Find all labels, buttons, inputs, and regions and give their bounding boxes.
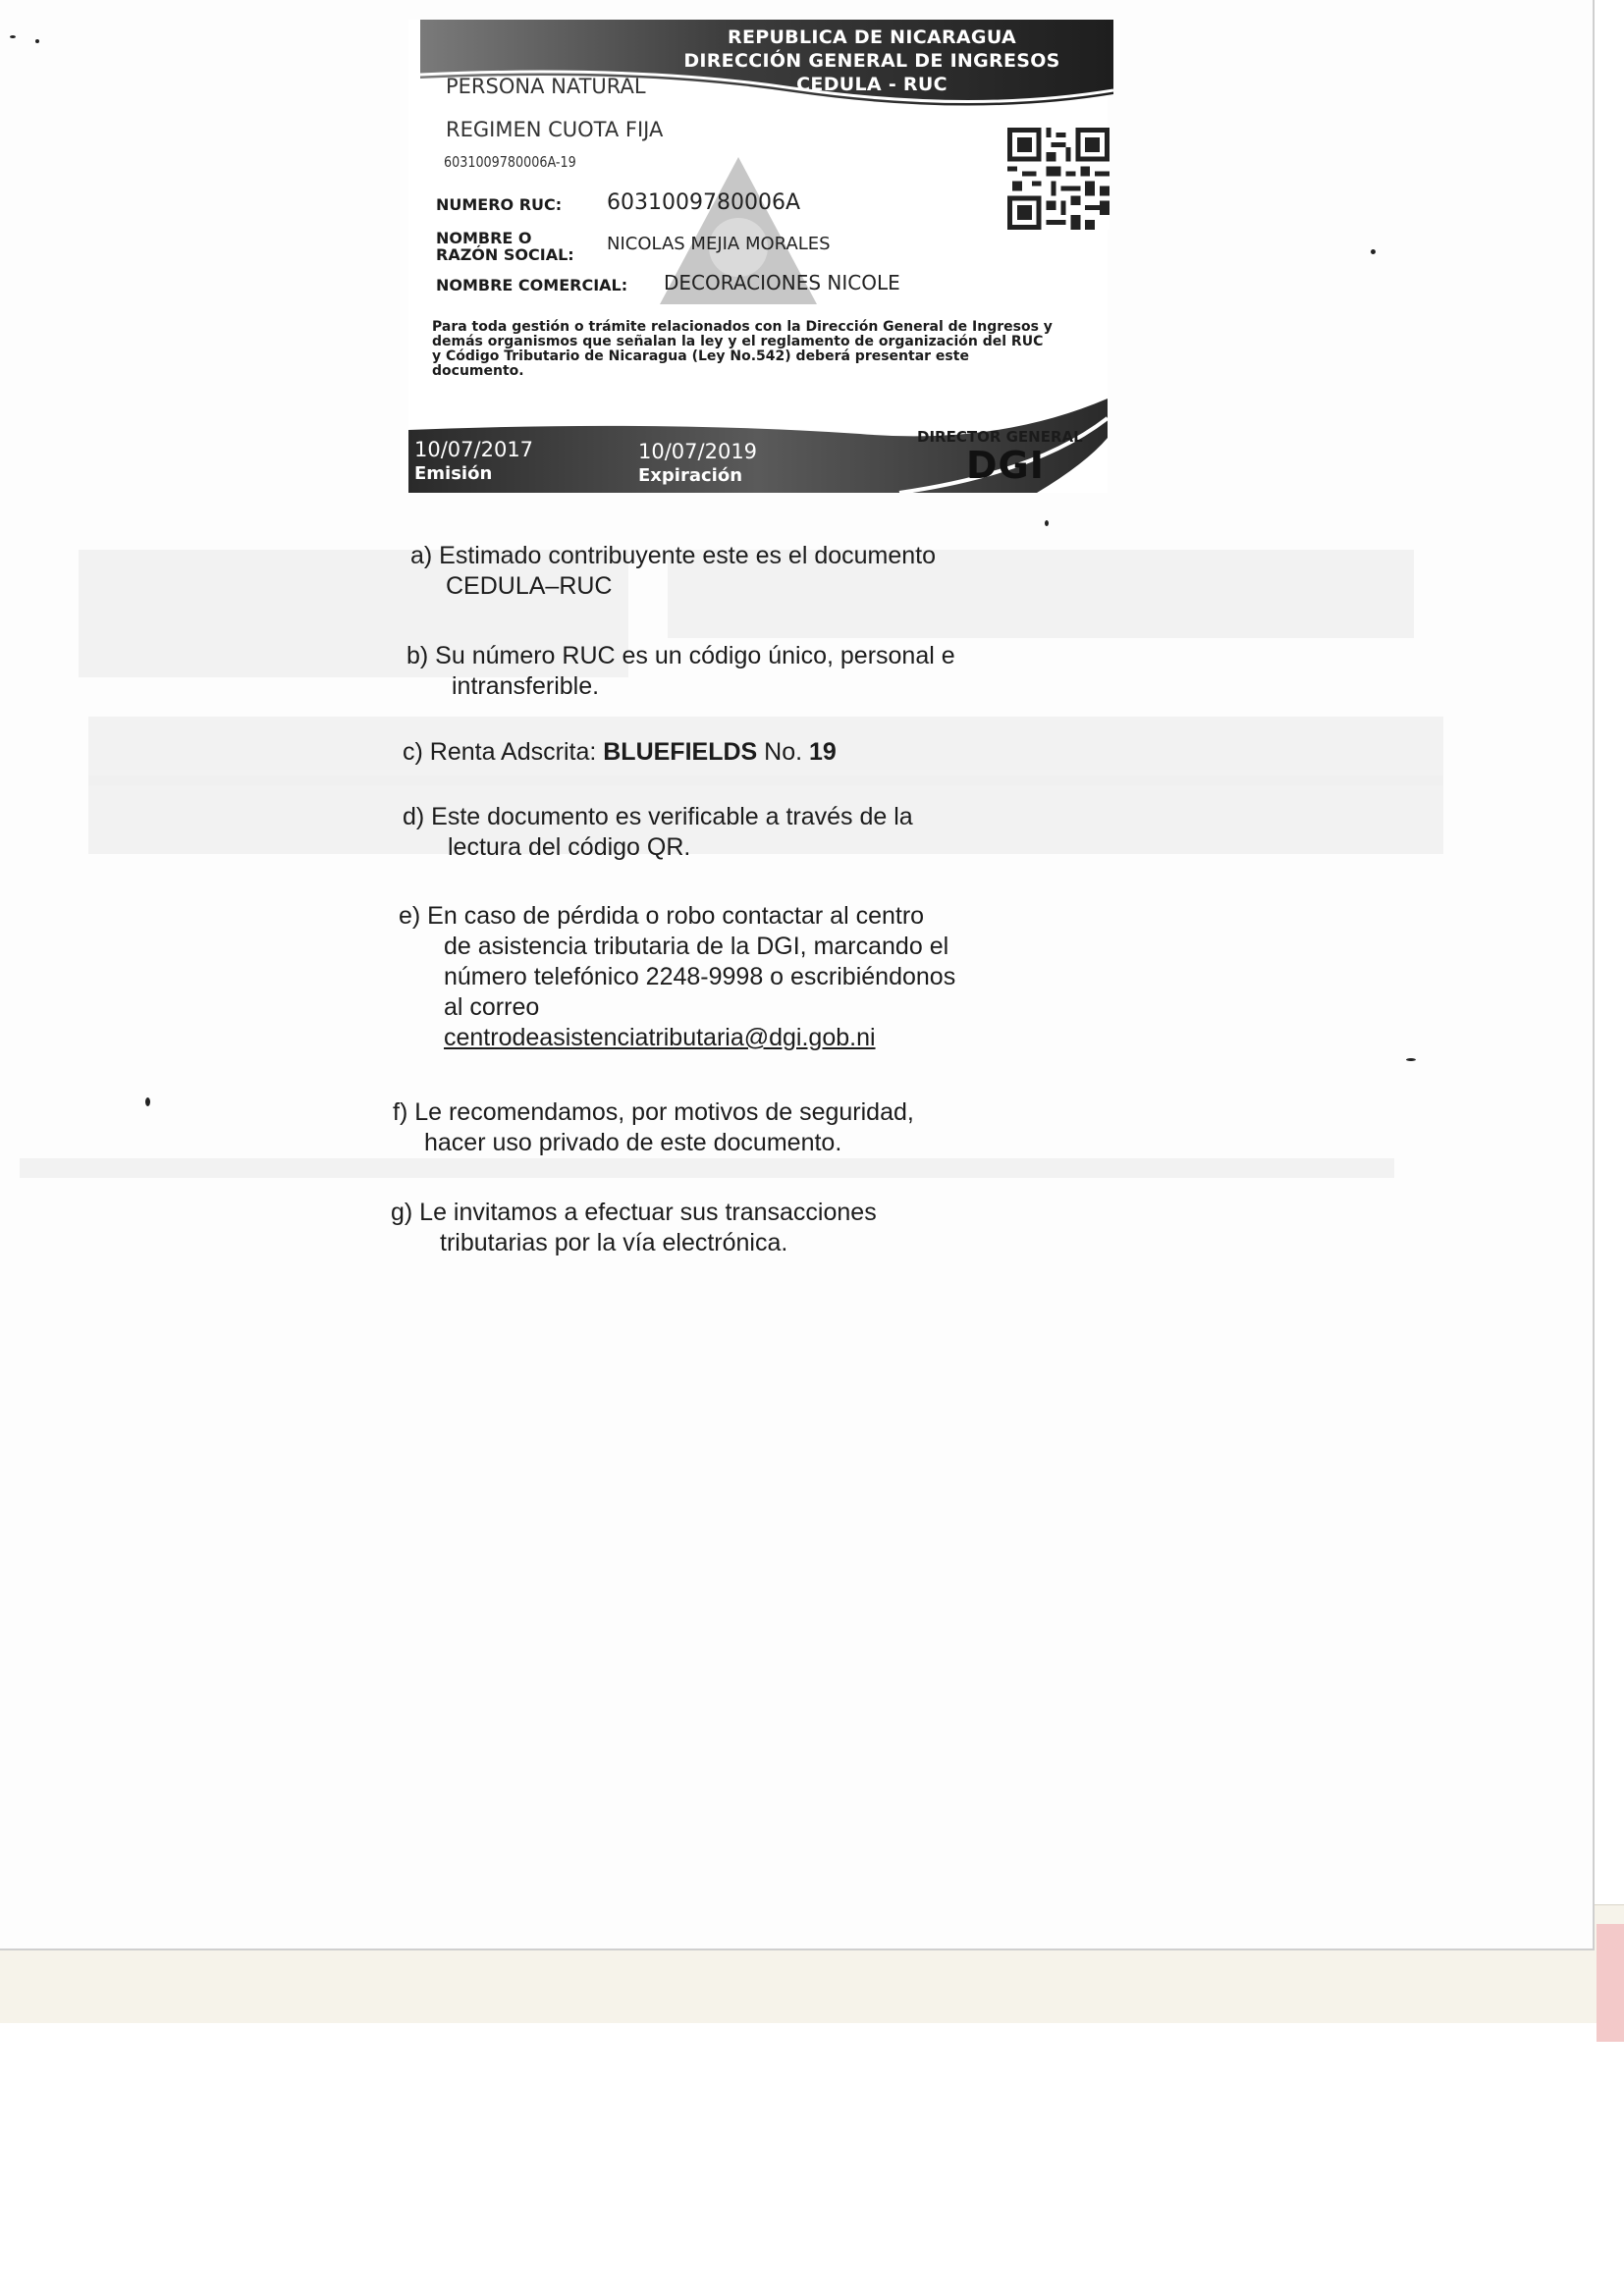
item-c-prefix: c) Renta Adscrita:	[403, 738, 604, 766]
comercial-value: DECORACIONES NICOLE	[664, 271, 900, 294]
persona-type: PERSONA NATURAL	[446, 75, 646, 98]
scan-speck	[1371, 249, 1376, 254]
list-item-c	[403, 737, 837, 768]
pink-sheet-edge	[1597, 1924, 1624, 2042]
list-item-g	[391, 1198, 877, 1258]
qr-code-icon	[1007, 128, 1110, 230]
item-e-line3: número telefónico 2248-9998 o escribiéndonos	[444, 963, 956, 990]
cedula-ruc-card	[408, 20, 1108, 493]
support-email-link[interactable]: centrodeasistenciatributaria@dgi.gob.ni	[444, 1024, 876, 1051]
scan-speck	[1406, 1058, 1416, 1061]
nombre-label: NOMBRE O RAZÓN SOCIAL:	[436, 229, 574, 264]
card-footer-text	[408, 395, 1108, 493]
list-item-e	[399, 901, 955, 1053]
item-g-line1: g) Le invitamos a efectuar sus transacciones	[391, 1199, 877, 1226]
header-country: REPUBLICA DE NICARAGUA	[728, 27, 1016, 48]
item-d-line1: d) Este documento es verificable a través de la	[403, 803, 913, 830]
item-c-city: BLUEFIELDS	[603, 738, 758, 766]
scan-speck	[35, 39, 39, 43]
scan-speck	[10, 35, 16, 38]
scan-speck	[145, 1097, 150, 1106]
emision-date: 10/07/2017	[414, 438, 534, 461]
director-label: DIRECTOR GENERAL	[917, 428, 1083, 446]
card-header-text	[636, 26, 1108, 96]
nombre-value: NICOLAS MEJIA MORALES	[607, 234, 831, 254]
emision-block	[414, 438, 533, 484]
item-g-line2: tributarias por la vía electrónica.	[440, 1229, 788, 1256]
item-b-line1: b) Su número RUC es un código único, personal e	[406, 642, 955, 669]
list-item-b	[406, 641, 955, 702]
item-d-line2: lectura del código QR.	[448, 833, 691, 861]
comercial-label: NOMBRE COMERCIAL:	[436, 276, 628, 294]
ruc-label: NUMERO RUC:	[436, 195, 563, 214]
item-a-line1: a) Estimado contribuyente este es el documento	[410, 542, 937, 569]
card-code: 6031009780006A-19	[444, 153, 576, 171]
list-item-a	[410, 541, 936, 602]
item-c-no: No.	[757, 738, 809, 766]
list-item-d	[403, 802, 913, 863]
item-a-line2: CEDULA–RUC	[446, 572, 613, 600]
dgi-logo-text: DGI	[966, 444, 1045, 487]
ruc-value: 6031009780006A	[607, 190, 801, 215]
item-e-line2: de asistencia tributaria de la DGI, marcando el	[444, 933, 949, 960]
bleed-through-mark	[20, 1158, 1394, 1178]
list-item-f	[393, 1097, 914, 1158]
expiracion-date: 10/07/2019	[638, 440, 758, 463]
item-c-number: 19	[809, 738, 837, 766]
header-agency: DIRECCIÓN GENERAL DE INGRESOS	[683, 50, 1060, 72]
scan-speck	[1045, 520, 1049, 526]
item-e-line4: al correo	[444, 993, 540, 1021]
regimen-type: REGIMEN CUOTA FIJA	[446, 118, 664, 141]
expiracion-label: Expiración	[638, 465, 743, 486]
item-b-line2: intransferible.	[452, 672, 600, 700]
header-doc-type: CEDULA - RUC	[796, 74, 947, 95]
card-notice: Para toda gestión o trámite relacionados con la Dirección General de Ingresos y demás organismos que señalan la ley y el reglamento de organización del RUC y Código Tributario de Nicaragua (Ley No.542) deberá presentar este documento.	[432, 319, 1053, 379]
emision-label: Emisión	[414, 463, 493, 484]
item-e-line1: e) En caso de pérdida o robo contactar al centro	[399, 902, 925, 930]
item-f-line2: hacer uso privado de este documento.	[424, 1129, 842, 1156]
expiracion-block	[638, 440, 757, 486]
item-f-line1: f) Le recomendamos, por motivos de seguridad,	[393, 1098, 914, 1126]
